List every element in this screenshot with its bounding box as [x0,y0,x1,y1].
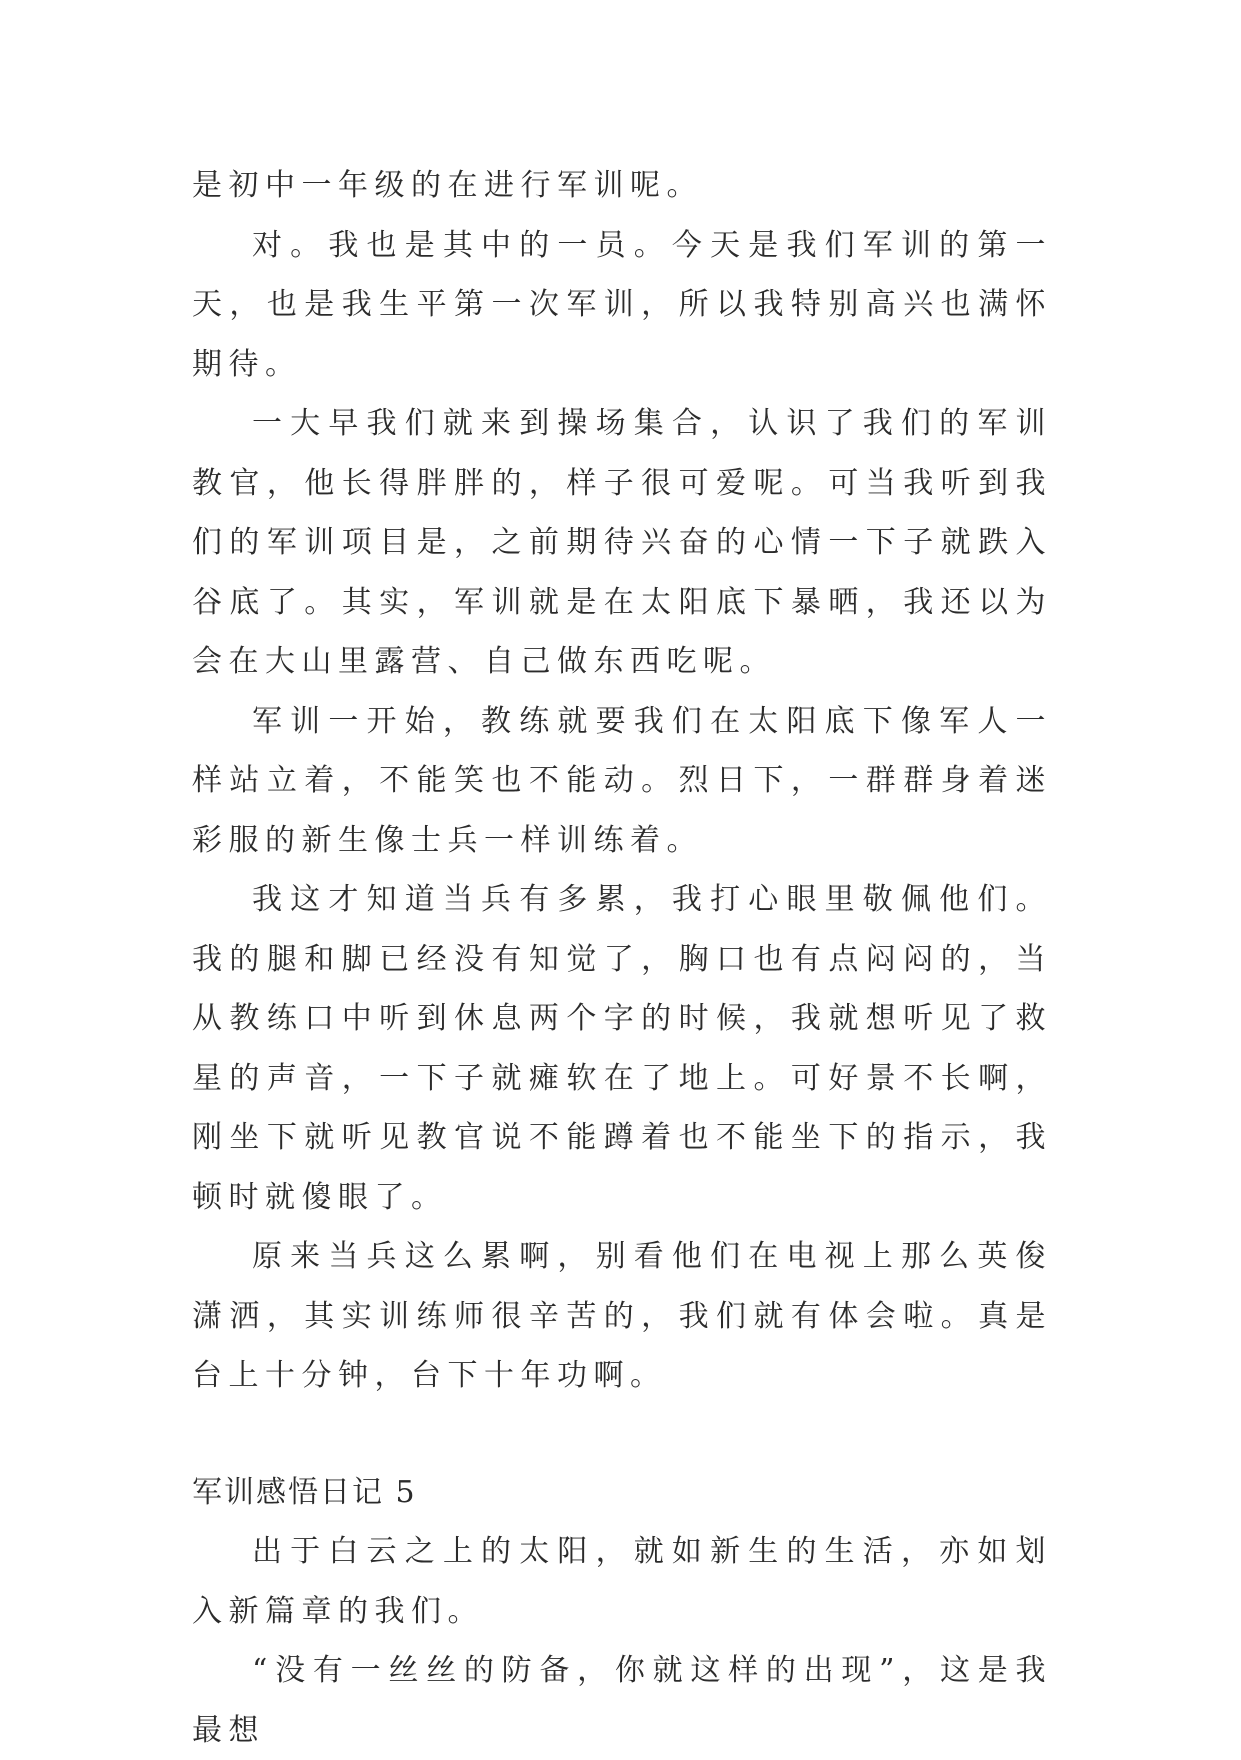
paragraph: 是初中一年级的在进行军训呢。 [192,168,703,203]
paragraph: 一大早我们就来到操场集合，认识了我们的军训教官，他长得胖胖的，样子很可爱呢。可当我听到我们的军训项目是，之前期待兴奋的心情一下子就跌入谷底了。其实，军训就是在太阳底下暴晒，我还以为会在大山里露营、自己做东西吃呢。 [192,406,1052,679]
document-body [192,156,1052,1760]
paragraph: 出于白云之上的太阳，就如新生的生活，亦如划入新篇章的我们。 [192,1534,1052,1629]
paragraph: 我这才知道当兵有多累，我打心眼里敬佩他们。我的腿和脚已经没有知觉了，胸口也有点闷闷的，当从教练口中听到休息两个字的时候，我就想听见了救星的声音，一下子就瘫软在了地上。可好景不长啊，刚坐下就听见教官说不能蹲着也不能坐下的指示，我顿时就傻眼了。 [192,882,1052,1215]
paragraph: 对。我也是其中的一员。今天是我们军训的第一天，也是我生平第一次军训，所以我特别高兴也满怀期待。 [192,227,1052,382]
paragraph: 原来当兵这么累啊，别看他们在电视上那么英俊潇洒，其实训练师很辛苦的，我们就有体会啦。真是台上十分钟，台下十年功啊。 [192,1239,1052,1393]
section-heading: 军训感悟日记 5 [192,1474,417,1510]
paragraph: 军训一开始，教练就要我们在太阳底下像军人一样站立着，不能笑也不能动。烈日下，一群群身着迷彩服的新生像士兵一样训练着。 [192,703,1052,858]
paragraph: “没有一丝丝的防备，你就这样的出现”，这是我最想 [192,1653,1052,1748]
